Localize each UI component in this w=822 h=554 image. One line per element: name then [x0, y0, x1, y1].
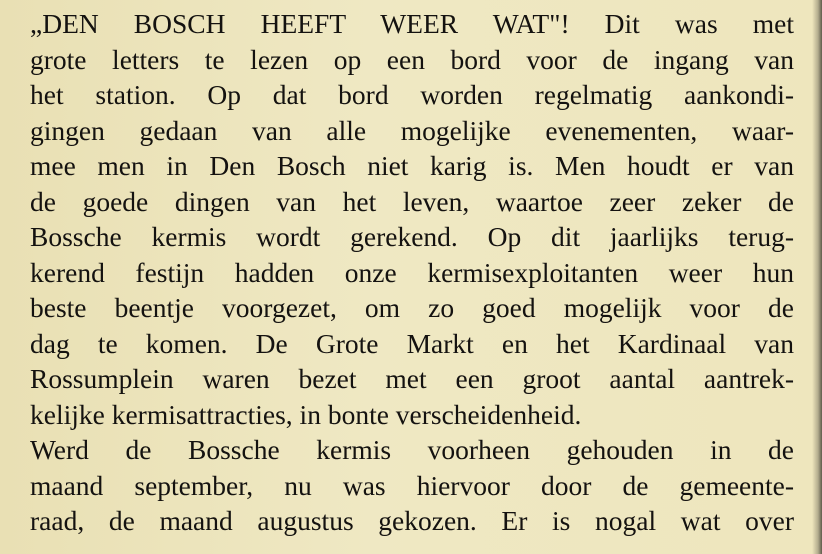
text-line: „DEN BOSCH HEEFT WEER WAT"! Dit was met — [30, 8, 794, 39]
text-line: raad, de maand augustus gekozen. Er is nogal wat over — [30, 505, 794, 536]
paragraph-end-line: kelijke kermisattracties, in bonte verscheidenheid. — [30, 398, 582, 430]
text-line: grote letters te lezen op een bord voor de ingang van — [30, 43, 794, 75]
text-line: maand september, nu was hiervoor door de gemeente- — [30, 469, 794, 501]
text-line: het station. Op dat bord worden regelmatig aankondi- — [30, 79, 794, 110]
text-line: Bossche kermis wordt gerekend. Op dit jaarlijks terug- — [30, 221, 794, 252]
text-line: Rossumplein waren bezet met een groot aantal aantrek- — [30, 363, 794, 394]
page-edge-shadow — [812, 0, 822, 554]
text-line: beste beentje voorgezet, om zo goed mogelijk voor de — [30, 292, 794, 323]
article-text — [30, 6, 794, 539]
text-line: kerend festijn hadden onze kermisexploitanten weer hun — [30, 256, 794, 288]
text-line: mee men in Den Bosch niet karig is. Men houdt er van — [30, 150, 794, 181]
text-line: gingen gedaan van alle mogelijke evenementen, waar- — [30, 114, 794, 146]
text-line: Werd de Bossche kermis voorheen gehouden in de — [30, 434, 794, 465]
text-line: dag te komen. De Grote Markt en het Kardinaal van — [30, 327, 794, 359]
text-line: de goede dingen van het leven, waartoe zeer zeker de — [30, 185, 794, 217]
